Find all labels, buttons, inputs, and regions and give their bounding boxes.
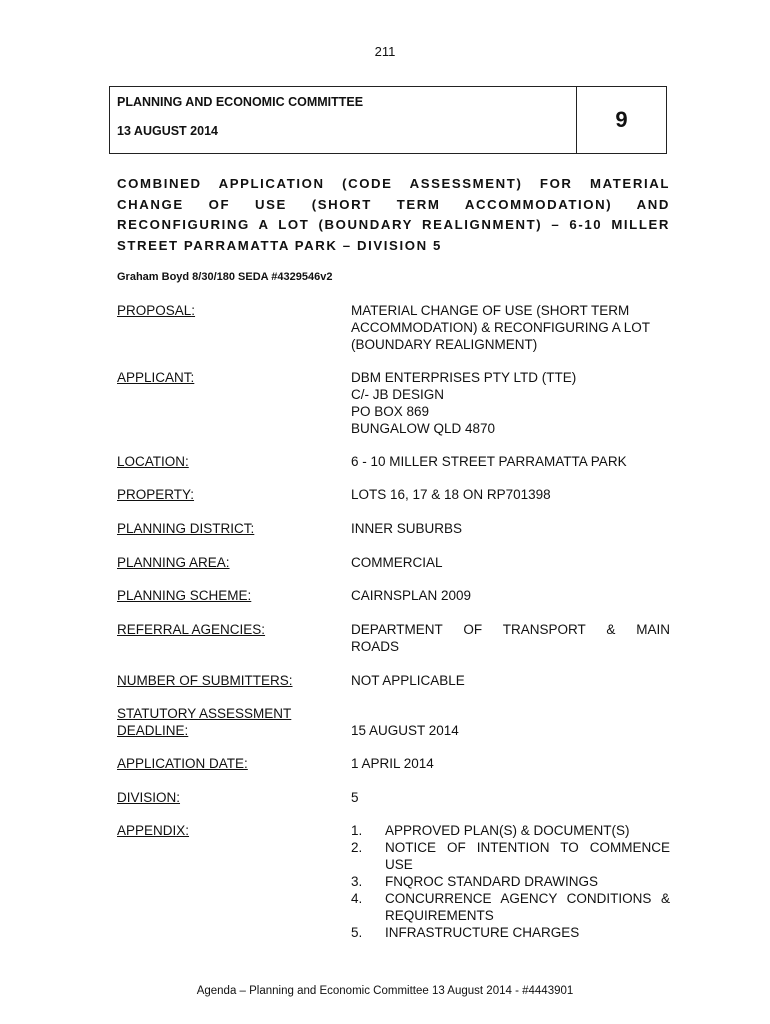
statutory-deadline-value: 15 AUGUST 2014: [351, 723, 459, 738]
appendix-item-number: 2.: [351, 840, 363, 855]
appendix-item-text: FNQROC STANDARD DRAWINGS: [385, 874, 599, 889]
planning-scheme-value: CAIRNSPLAN 2009: [351, 588, 472, 603]
appendix-item: [351, 839, 670, 873]
submitters-value: NOT APPLICABLE: [351, 673, 465, 688]
report-title-line: CHANGE OF USE (SHORT TERM ACCOMMODATION) AND: [117, 196, 670, 212]
appendix-item-text: CONCURRENCE AGENCY CONDITIONS &: [385, 891, 670, 906]
report-title-line: COMBINED APPLICATION (CODE ASSESSMENT) FOR MATERIAL: [117, 176, 670, 191]
statutory-deadline-label: [117, 705, 291, 739]
author-reference: Graham Boyd 8/30/180 SEDA #4329546v2: [117, 271, 333, 283]
proposal-value-line: (BOUNDARY REALIGNMENT): [351, 337, 538, 352]
submitters-label: NUMBER OF SUBMITTERS:: [117, 673, 293, 688]
property-value: LOTS 16, 17 & 18 ON RP701398: [351, 487, 551, 502]
applicant-value-line: PO BOX 869: [351, 404, 430, 419]
location-value: 6 - 10 MILLER STREET PARRAMATTA PARK: [351, 454, 627, 469]
item-number: 9: [615, 107, 628, 132]
statutory-deadline-label-line: STATUTORY ASSESSMENT: [117, 706, 292, 721]
planning-district-value: INNER SUBURBS: [351, 521, 463, 536]
referral-agencies-label: REFERRAL AGENCIES:: [117, 622, 266, 637]
referral-agencies-value: [351, 621, 670, 655]
planning-area-value: COMMERCIAL: [351, 555, 443, 570]
proposal-value-line: MATERIAL CHANGE OF USE (SHORT TERM: [351, 303, 630, 318]
planning-scheme-label: PLANNING SCHEME:: [117, 588, 252, 603]
appendix-item: [351, 822, 670, 839]
appendix-label: APPENDIX:: [117, 823, 190, 838]
appendix-list: [351, 822, 670, 941]
proposal-label-colon: :: [191, 303, 196, 318]
applicant-label-colon: :: [190, 370, 195, 385]
appendix-item-text: USE: [385, 857, 413, 872]
proposal-value-line: ACCOMMODATION) & RECONFIGURING A LOT: [351, 320, 651, 335]
appendix-item-text: INFRASTRUCTURE CHARGES: [385, 925, 580, 940]
planning-area-label: PLANNING AREA:: [117, 555, 230, 570]
committee-header-box: [109, 86, 667, 154]
location-label: LOCATION:: [117, 454, 189, 469]
applicant-label-wrap: [117, 369, 194, 386]
referral-agencies-value-line: DEPARTMENT OF TRANSPORT & MAIN: [351, 622, 670, 637]
statutory-deadline-label-line: DEADLINE:: [117, 723, 189, 738]
page-footer: Agenda – Planning and Economic Committee 13 August 2014 - #4443901: [196, 985, 574, 997]
report-title: [117, 174, 670, 256]
applicant-value-line: DBM ENTERPRISES PTY LTD (TTE): [351, 370, 577, 385]
proposal-label: PROPOSAL: [117, 303, 192, 318]
applicant-value-line: BUNGALOW QLD 4870: [351, 421, 496, 436]
appendix-item-text: APPROVED PLAN(S) & DOCUMENT(S): [385, 823, 630, 838]
committee-header-left: [110, 87, 577, 153]
report-title-line: RECONFIGURING A LOT (BOUNDARY REALIGNMENT) – 6-10 MILLER: [117, 217, 670, 232]
referral-agencies-value-line: ROADS: [351, 639, 400, 654]
application-date-value: 1 APRIL 2014: [351, 756, 434, 771]
appendix-value: [351, 822, 670, 941]
appendix-item-number: 5.: [351, 925, 363, 940]
appendix-item: [351, 890, 670, 924]
appendix-item: [351, 924, 670, 941]
division-label: DIVISION:: [117, 790, 181, 805]
division-value: 5: [351, 790, 359, 805]
appendix-item-text: NOTICE OF INTENTION TO COMMENCE: [385, 840, 670, 855]
property-label: PROPERTY:: [117, 487, 195, 502]
proposal-value: [351, 302, 670, 353]
appendix-item: [351, 873, 670, 890]
appendix-item-text: REQUIREMENTS: [385, 908, 494, 923]
proposal-label-wrap: [117, 302, 195, 319]
appendix-item-number: 4.: [351, 891, 363, 906]
committee-name: PLANNING AND ECONOMIC COMMITTEE: [117, 95, 364, 109]
page-number: 211: [374, 44, 396, 59]
meeting-date: 13 AUGUST 2014: [117, 124, 218, 138]
appendix-item-number: 1.: [351, 823, 363, 838]
appendix-item-number: 3.: [351, 874, 363, 889]
application-date-label: APPLICATION DATE:: [117, 756, 248, 771]
planning-district-label: PLANNING DISTRICT:: [117, 521, 255, 536]
report-title-line: STREET PARRAMATTA PARK – DIVISION 5: [117, 237, 442, 253]
applicant-value-line: C/- JB DESIGN: [351, 387, 445, 402]
applicant-value: [351, 369, 670, 437]
applicant-label: APPLICANT: [117, 370, 191, 385]
